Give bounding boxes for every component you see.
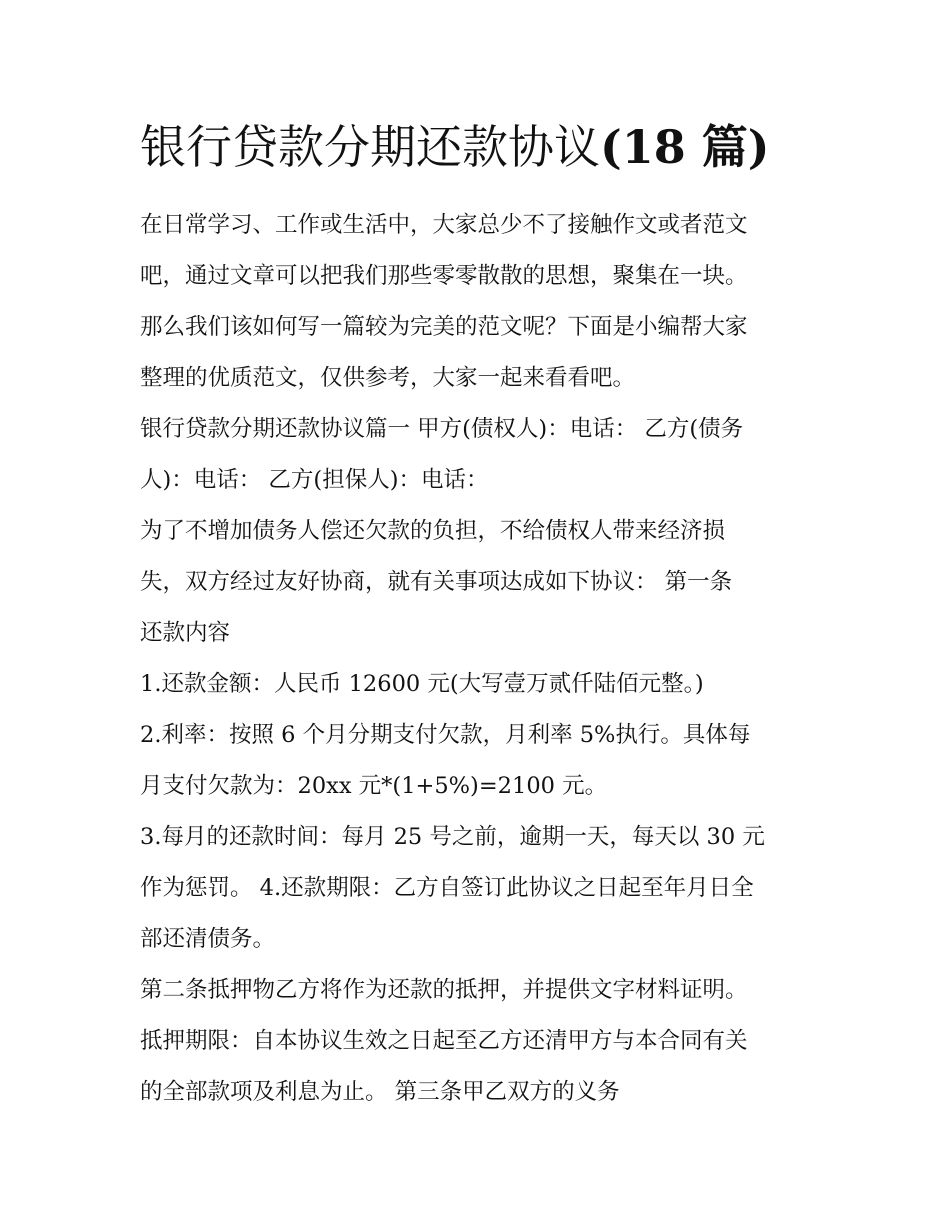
text-line: 人)：电话： 乙方(担保人)：电话：	[140, 467, 489, 493]
text-line: 2.利率：按照 6 个月分期支付欠款，月利率 5%执行。具体每	[140, 722, 751, 748]
paragraph	[140, 710, 820, 812]
paragraph	[140, 506, 820, 659]
paragraph	[140, 812, 820, 965]
text-line: 的全部款项及利息为止。 第三条甲乙双方的义务	[140, 1079, 620, 1105]
title-count: (18 篇)	[600, 120, 770, 174]
paragraph	[140, 404, 820, 506]
text-line: 为了不增加债务人偿还欠款的负担，不给债权人带来经济损	[140, 518, 726, 544]
title-text: 银行贷款分期还款协议	[140, 120, 600, 174]
document-body	[140, 200, 820, 1118]
text-line: 1.还款金额：人民币 12600 元(大写壹万贰仟陆佰元整。)	[140, 671, 704, 697]
text-line: 整理的优质范文，仅供参考，大家一起来看看吧。	[140, 365, 636, 391]
text-line: 吧，通过文章可以把我们那些零零散散的思想，聚集在一块。	[140, 263, 748, 289]
text-line: 银行贷款分期还款协议篇一 甲方(债权人)：电话： 乙方(债务	[140, 416, 744, 442]
text-line: 还款内容	[140, 620, 231, 646]
paragraph	[140, 1016, 820, 1118]
text-line: 月支付欠款为：20xx 元*(1+5%)=2100 元。	[140, 773, 608, 799]
paragraph	[140, 659, 820, 710]
text-line: 在日常学习、工作或生活中，大家总少不了接触作文或者范文	[140, 212, 748, 238]
text-line: 部还清债务。	[140, 926, 276, 952]
text-line: 第二条抵押物乙方将作为还款的抵押，并提供文字材料证明。	[140, 977, 748, 1003]
text-line: 失，双方经过友好协商，就有关事项达成如下协议： 第一条	[140, 569, 733, 595]
text-line: 那么我们该如何写一篇较为完美的范文呢？下面是小编帮大家	[140, 314, 748, 340]
text-line: 3.每月的还款时间：每月 25 号之前，逾期一天，每天以 30 元	[140, 824, 765, 850]
document-title	[140, 116, 860, 178]
text-line: 作为惩罚。 4.还款期限：乙方自签订此协议之日起至年月日全	[140, 875, 754, 901]
paragraph	[140, 965, 820, 1016]
text-line: 抵押期限：自本协议生效之日起至乙方还清甲方与本合同有关	[140, 1028, 748, 1054]
paragraph	[140, 200, 820, 404]
